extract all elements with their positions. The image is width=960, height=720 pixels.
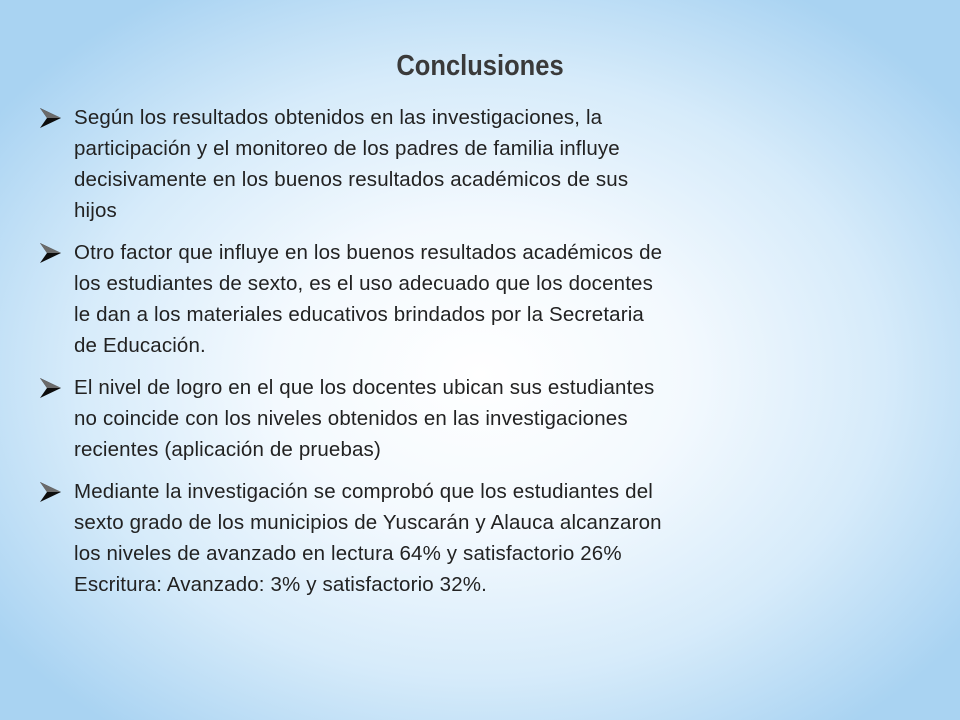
arrowhead-bullet-icon [38, 242, 62, 264]
bullet-text-line: Según los resultados obtenidos en las investigaciones, la [74, 106, 603, 129]
bullet-text-line: sexto grado de los municipios de Yuscarán y Alauca alcanzaron [74, 511, 662, 534]
bullet-item [38, 372, 918, 465]
bullet-text-line: hijos [74, 199, 117, 222]
slide-title: Conclusiones [396, 50, 564, 82]
bullet-text-line: Mediante la investigación se comprobó que los estudiantes del [74, 480, 653, 503]
bullet-text-line: Escritura: Avanzado: 3% y satisfactorio 32%. [74, 573, 488, 596]
bullet-text-line: Otro factor que influye en los buenos resultados académicos de [74, 241, 663, 264]
bullet-text-line: participación y el monitoreo de los padres de familia influye [74, 137, 620, 160]
bullet-item [38, 476, 918, 600]
arrowhead-bullet-icon [38, 107, 62, 129]
bullet-text-line: no coincide con los niveles obtenidos en las investigaciones [74, 407, 628, 430]
bullet-list [38, 102, 918, 611]
arrowhead-bullet-icon [38, 481, 62, 503]
bullet-text-line: El nivel de logro en el que los docentes ubican sus estudiantes [74, 376, 655, 399]
bullet-text-line: los niveles de avanzado en lectura 64% y satisfactorio 26% [74, 542, 622, 565]
arrowhead-bullet-icon [38, 377, 62, 399]
bullet-item [38, 237, 918, 361]
bullet-item [38, 102, 918, 226]
bullet-text-line: le dan a los materiales educativos brindados por la Secretaria [74, 303, 644, 326]
bullet-text-line: de Educación. [74, 334, 206, 357]
bullet-text-line: decisivamente en los buenos resultados académicos de sus [74, 168, 629, 191]
bullet-text-line: recientes (aplicación de pruebas) [74, 438, 381, 461]
bullet-text-line: los estudiantes de sexto, es el uso adecuado que los docentes [74, 272, 653, 295]
